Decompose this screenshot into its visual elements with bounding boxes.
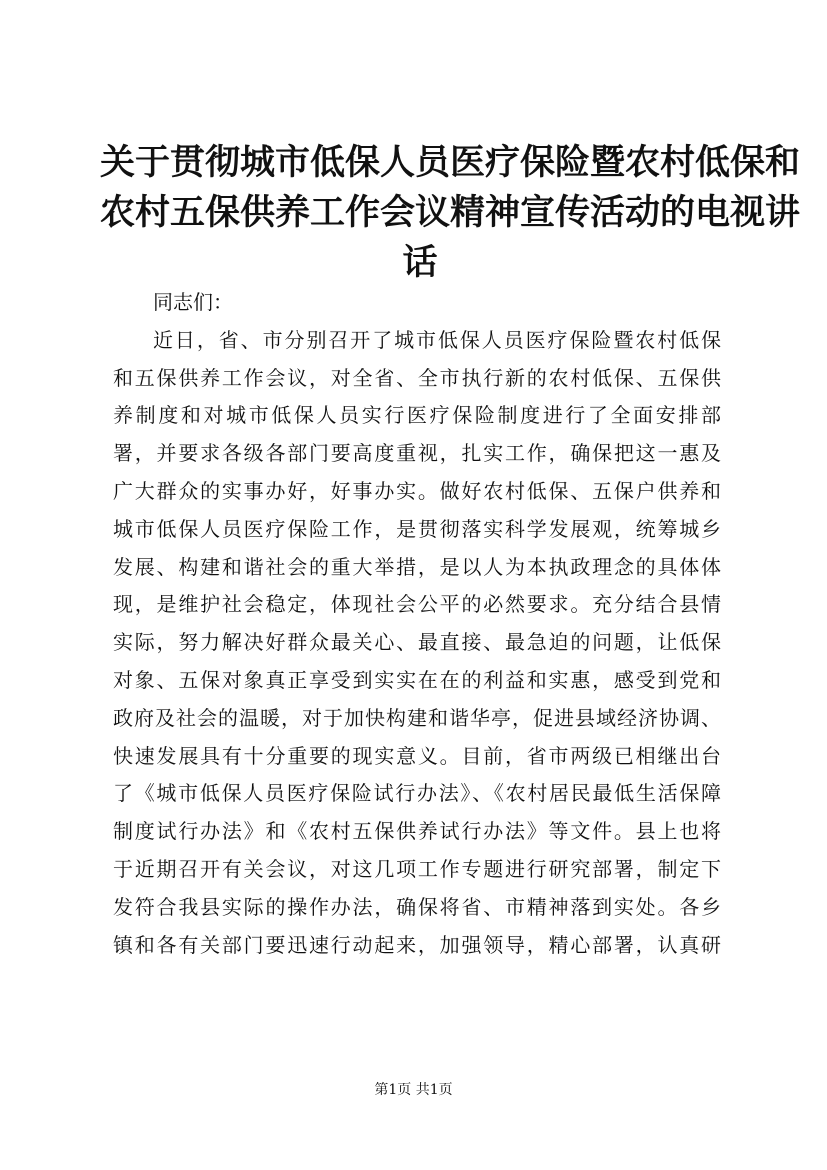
body-line: 发符合我县实际的操作办法，确保将省、市精神落到实处。各乡 [113,894,721,919]
body-line: 实际，努力解决好群众最关心、最直接、最急迫的问题，让低保 [113,630,721,655]
body-line: 镇和各有关部门要迅速行动起来，加强领导，精心部署，认真研 [113,932,721,957]
body-line: 制度试行办法》和《农村五保供养试行办法》等文件。县上也将 [113,819,721,844]
salutation: 同志们： [153,290,233,314]
body-line: 于近期召开有关会议，对这几项工作专题进行研究部署，制定下 [113,856,721,881]
body-line: 广大群众的实事办好，好事办实。做好农村低保、五保户供养和 [113,478,721,503]
body-line: 署，并要求各级各部门要高度重视，扎实工作，确保把这一惠及 [113,441,721,466]
body-line: 了《城市低保人员医疗保险试行办法》、《农村居民最低生活保障 [113,781,721,806]
title-line: 关于贯彻城市低保人员医疗保险暨农村低保和 [100,142,801,183]
document-title [100,138,801,288]
title-line: 话 [402,242,438,283]
body-line: 养制度和对城市低保人员实行医疗保险制度进行了全面安排部 [113,403,721,428]
document-body [113,284,721,964]
body-line: 发展、构建和谐社会的重大举措，是以人为本执政理念的具体体 [113,554,721,579]
body-line: 和五保供养工作会议，对全省、全市执行新的农村低保、五保供 [113,365,721,390]
body-line: 快速发展具有十分重要的现实意义。目前，省市两级已相继出台 [113,743,721,768]
body-line: 现，是维护社会稳定，体现社会公平的必然要求。充分结合县情 [113,592,721,617]
title-line: 农村五保供养工作会议精神宣传活动的电视讲 [100,192,801,233]
body-line: 城市低保人员医疗保险工作，是贯彻落实科学发展观，统筹城乡 [113,516,721,541]
body-line: 对象、五保对象真正享受到实实在在的利益和实惠，感受到党和 [113,667,721,692]
body-line: 近日，省、市分别召开了城市低保人员医疗保险暨农村低保 [153,327,721,352]
page-footer: 第1页 共1页 [374,1082,453,1098]
body-line: 政府及社会的温暖，对于加快构建和谐华亭，促进县域经济协调、 [113,705,721,730]
